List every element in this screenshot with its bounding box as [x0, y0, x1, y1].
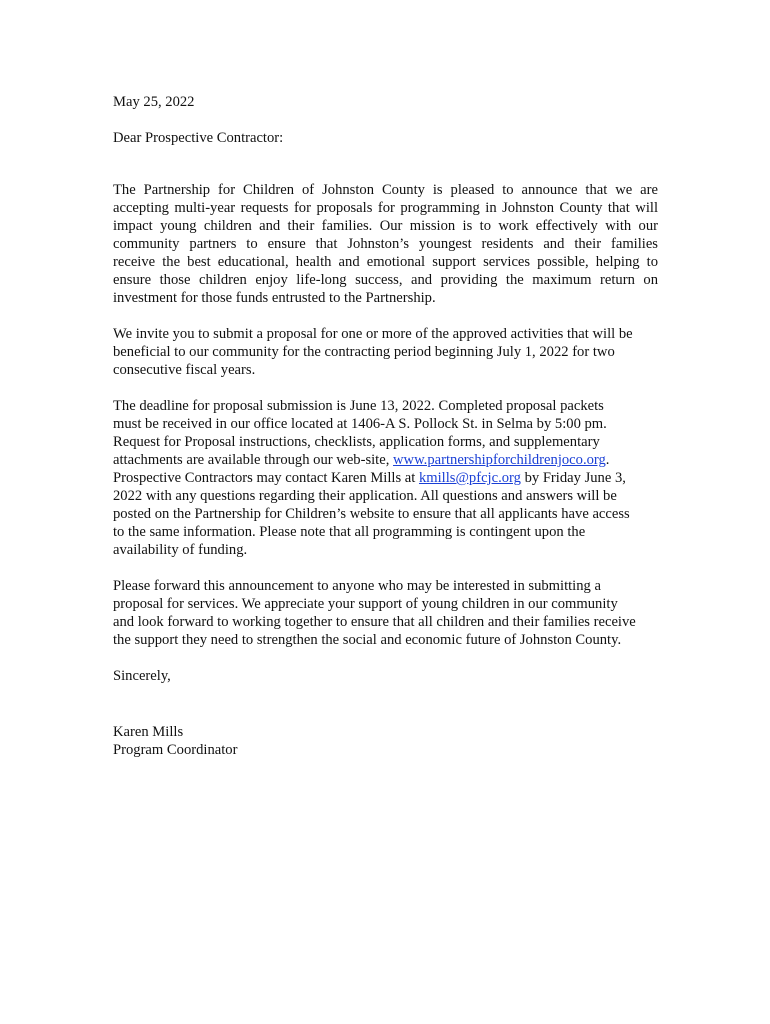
paragraph-line: proposal for services. We appreciate your support of young children in our community: [113, 596, 618, 612]
closing: Sincerely,: [113, 668, 171, 684]
website-link[interactable]: www.partnershipforchildrenjoco.org: [393, 452, 606, 468]
spacer: [113, 559, 658, 577]
paragraph-line: Request for Proposal instructions, checklists, application forms, and supplementary: [113, 434, 600, 450]
paragraph-line: receive the best educational, health and emotional support services possible, helping to: [113, 254, 658, 270]
paragraph-line: community partners to ensure that Johnston’s youngest residents and their families: [113, 236, 658, 252]
paragraph-line: to the same information. Please note that all programming is contingent upon the: [113, 524, 586, 540]
paragraph-line: beneficial to our community for the contracting period beginning July 1, 2022 for two: [113, 344, 615, 360]
paragraph-forward: [113, 577, 658, 649]
salutation: Dear Prospective Contractor:: [113, 130, 284, 146]
signer-title: Program Coordinator: [113, 742, 238, 758]
signer-name: Karen Mills: [113, 724, 184, 740]
paragraph-line: accepting multi-year requests for proposals for programming in Johnston County that will: [113, 200, 658, 216]
paragraph-deadline: [113, 397, 658, 559]
line-text: attachments are available through our web-site,: [113, 452, 394, 468]
spacer: [113, 649, 658, 667]
paragraph-invitation: [113, 325, 658, 379]
paragraph-mission: [113, 181, 658, 307]
paragraph-line: 2022 with any questions regarding their application. All questions and answers will be: [113, 488, 617, 504]
line-text: .: [605, 452, 610, 468]
line-text: Prospective Contractors may contact Karen Mills at: [113, 470, 419, 486]
spacer: [113, 307, 658, 325]
spacer: [113, 685, 658, 723]
paragraph-line: posted on the Partnership for Children’s website to ensure that all applicants have access: [113, 506, 630, 522]
paragraph-line: availability of funding.: [113, 542, 248, 558]
paragraph-line: investment for those funds entrusted to the Partnership.: [113, 290, 436, 306]
paragraph-line: ensure those children enjoy life-long success, and providing the maximum return on: [113, 272, 658, 288]
spacer: [113, 147, 658, 181]
paragraph-line: must be received in our office located at 1406-A S. Pollock St. in Selma by 5:00 pm.: [113, 416, 607, 432]
spacer: [113, 111, 658, 129]
email-link[interactable]: kmills@pfcjc.org: [418, 470, 521, 486]
paragraph-line: impact young children and their families. Our mission is to work effectively with our: [113, 218, 658, 234]
paragraph-line: The deadline for proposal submission is June 13, 2022. Completed proposal packets: [113, 398, 604, 414]
paragraph-line: Please forward this announcement to anyone who may be interested in submitting a: [113, 578, 601, 594]
paragraph-line: The Partnership for Children of Johnston County is pleased to announce that we are: [113, 182, 658, 198]
paragraph-line: [113, 451, 658, 469]
paragraph-line: [113, 469, 658, 487]
paragraph-line: consecutive fiscal years.: [113, 362, 256, 378]
paragraph-line: We invite you to submit a proposal for one or more of the approved activities that will be: [113, 326, 633, 342]
line-text: by Friday June 3,: [520, 470, 626, 486]
letter-page: [113, 93, 658, 759]
spacer: [113, 379, 658, 397]
paragraph-line: the support they need to strengthen the social and economic future of Johnston County.: [113, 632, 622, 648]
paragraph-line: and look forward to working together to ensure that all children and their families receive: [113, 614, 636, 630]
letter-date: May 25, 2022: [113, 94, 195, 110]
